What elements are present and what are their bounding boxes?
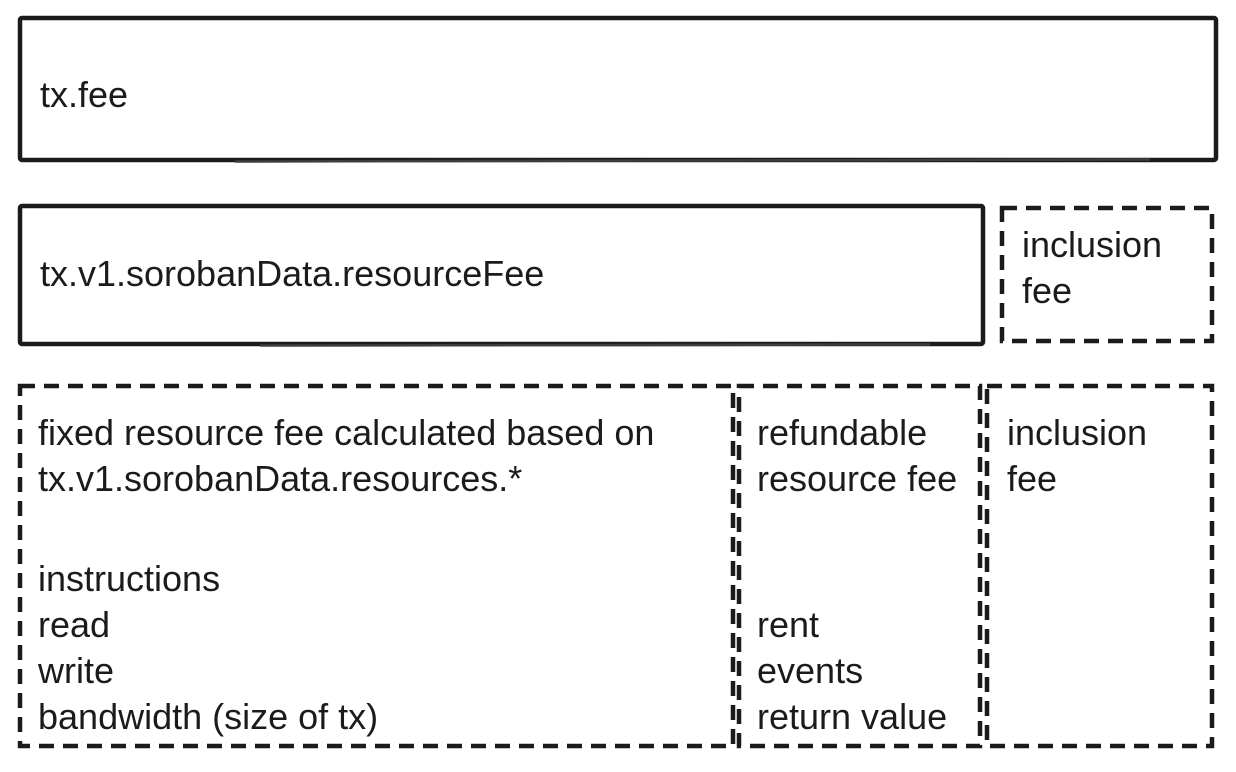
refundable-item-rent: rent <box>757 604 820 645</box>
tx-fee-label: tx.fee <box>40 74 129 115</box>
resource-item-bandwidth: bandwidth (size of tx) <box>38 696 379 737</box>
refundable-item-return-value: return value <box>757 696 948 737</box>
refundable-items <box>757 602 947 740</box>
refundable-item-events: events <box>757 650 864 691</box>
resource-item-write: write <box>38 650 115 691</box>
refundable-label: refundable resource fee <box>757 412 958 499</box>
inclusion-fee-mid-label: inclusion fee <box>1022 224 1163 311</box>
tx-fee-box-outline <box>20 18 1216 160</box>
fixed-resource-description: fixed resource fee calculated based on tx.v1.sorobanData.resources.* <box>38 412 655 499</box>
resource-item-instructions: instructions <box>38 558 221 599</box>
resource-fee-label: tx.v1.sorobanData.resourceFee <box>40 253 545 294</box>
fixed-resource-items <box>38 556 378 740</box>
sketch-overdraw-line-2 <box>260 345 930 346</box>
resource-item-read: read <box>38 604 111 645</box>
inclusion-fee-bottom-label: inclusion fee <box>1007 412 1148 499</box>
